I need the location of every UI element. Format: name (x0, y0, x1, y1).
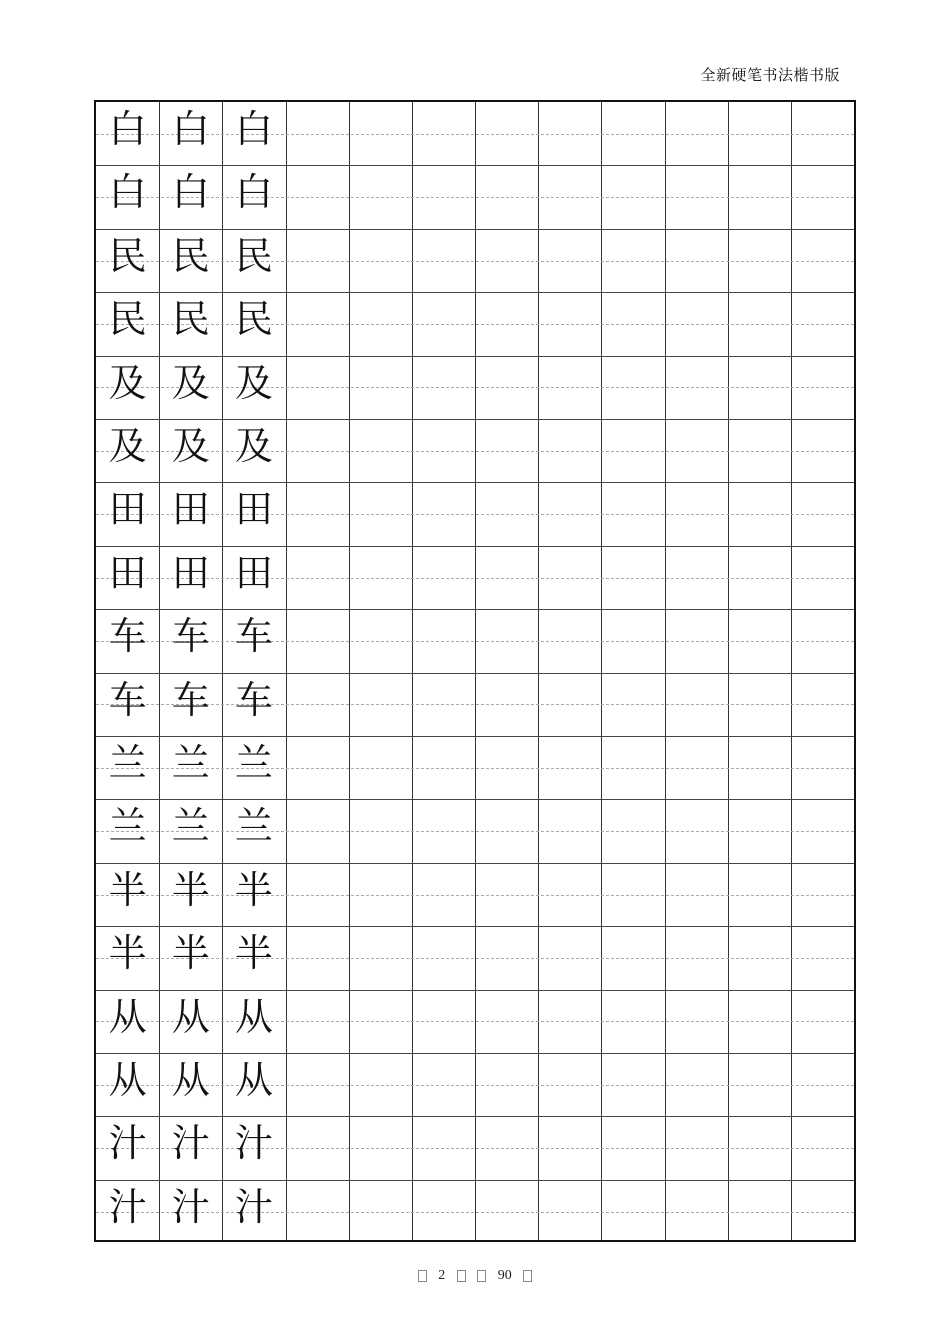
practice-character: 从 (108, 994, 147, 1039)
missing-glyph-icon (457, 1270, 466, 1282)
grid-vertical-line (412, 102, 413, 1240)
practice-character: 半 (171, 867, 210, 912)
page-current: 2 (438, 1268, 446, 1283)
practice-character: 田 (234, 487, 273, 532)
practice-character: 白 (171, 170, 210, 215)
grid-vertical-line (286, 102, 287, 1240)
practice-character: 民 (108, 297, 147, 342)
missing-glyph-icon (418, 1270, 427, 1282)
practice-character: 田 (108, 550, 147, 595)
practice-character: 半 (171, 931, 210, 976)
practice-character: 兰 (108, 804, 147, 849)
practice-character: 半 (234, 867, 273, 912)
practice-character: 兰 (108, 741, 147, 785)
grid-vertical-line (538, 102, 539, 1240)
practice-character: 车 (171, 614, 210, 659)
practice-character: 车 (108, 614, 147, 659)
practice-character: 田 (108, 487, 147, 532)
practice-character: 汁 (171, 1184, 210, 1229)
grid-vertical-line (475, 102, 476, 1240)
practice-character: 汁 (234, 1121, 273, 1166)
practice-character: 民 (171, 297, 210, 342)
practice-character: 从 (108, 1058, 147, 1102)
practice-character: 民 (234, 233, 273, 278)
practice-character: 田 (234, 550, 273, 595)
practice-character: 汁 (108, 1121, 147, 1166)
practice-character: 兰 (171, 741, 210, 785)
practice-character: 半 (108, 931, 147, 976)
practice-character: 半 (108, 867, 147, 912)
practice-character: 车 (234, 614, 273, 659)
header-title: 全新硬笔书法楷书版 (700, 66, 840, 84)
grid-vertical-line (728, 102, 729, 1240)
practice-character: 汁 (171, 1121, 210, 1166)
grid-vertical-line (791, 102, 792, 1240)
practice-character: 白 (234, 107, 273, 151)
practice-character: 民 (234, 297, 273, 342)
practice-character: 从 (171, 1058, 210, 1102)
page-total: 90 (497, 1268, 512, 1283)
practice-character: 车 (234, 677, 273, 722)
practice-character: 及 (234, 424, 273, 468)
practice-character: 汁 (234, 1184, 273, 1229)
practice-character: 白 (171, 107, 210, 151)
practice-character: 及 (171, 424, 210, 468)
practice-character: 汁 (108, 1184, 147, 1229)
practice-grid (94, 100, 856, 1242)
practice-character: 白 (108, 107, 147, 151)
grid-vertical-line (601, 102, 602, 1240)
practice-character: 田 (171, 550, 210, 595)
practice-character: 及 (108, 360, 147, 405)
practice-character: 车 (171, 677, 210, 722)
page-footer (0, 1268, 950, 1284)
practice-character: 从 (234, 994, 273, 1039)
practice-character: 兰 (171, 804, 210, 849)
grid-vertical-line (665, 102, 666, 1240)
practice-character: 从 (171, 994, 210, 1039)
practice-character: 民 (108, 233, 147, 278)
grid-vertical-line (349, 102, 350, 1240)
practice-character: 及 (108, 424, 147, 468)
missing-glyph-icon (477, 1270, 486, 1282)
practice-character: 民 (171, 233, 210, 278)
missing-glyph-icon (523, 1270, 532, 1282)
practice-character: 及 (171, 360, 210, 405)
practice-character: 白 (234, 170, 273, 215)
practice-character: 兰 (234, 804, 273, 849)
practice-character: 半 (234, 931, 273, 976)
practice-character: 白 (108, 170, 147, 215)
practice-character: 车 (108, 677, 147, 722)
practice-character: 从 (234, 1058, 273, 1102)
practice-character: 田 (171, 487, 210, 532)
practice-character: 兰 (234, 741, 273, 785)
practice-character: 及 (234, 360, 273, 405)
